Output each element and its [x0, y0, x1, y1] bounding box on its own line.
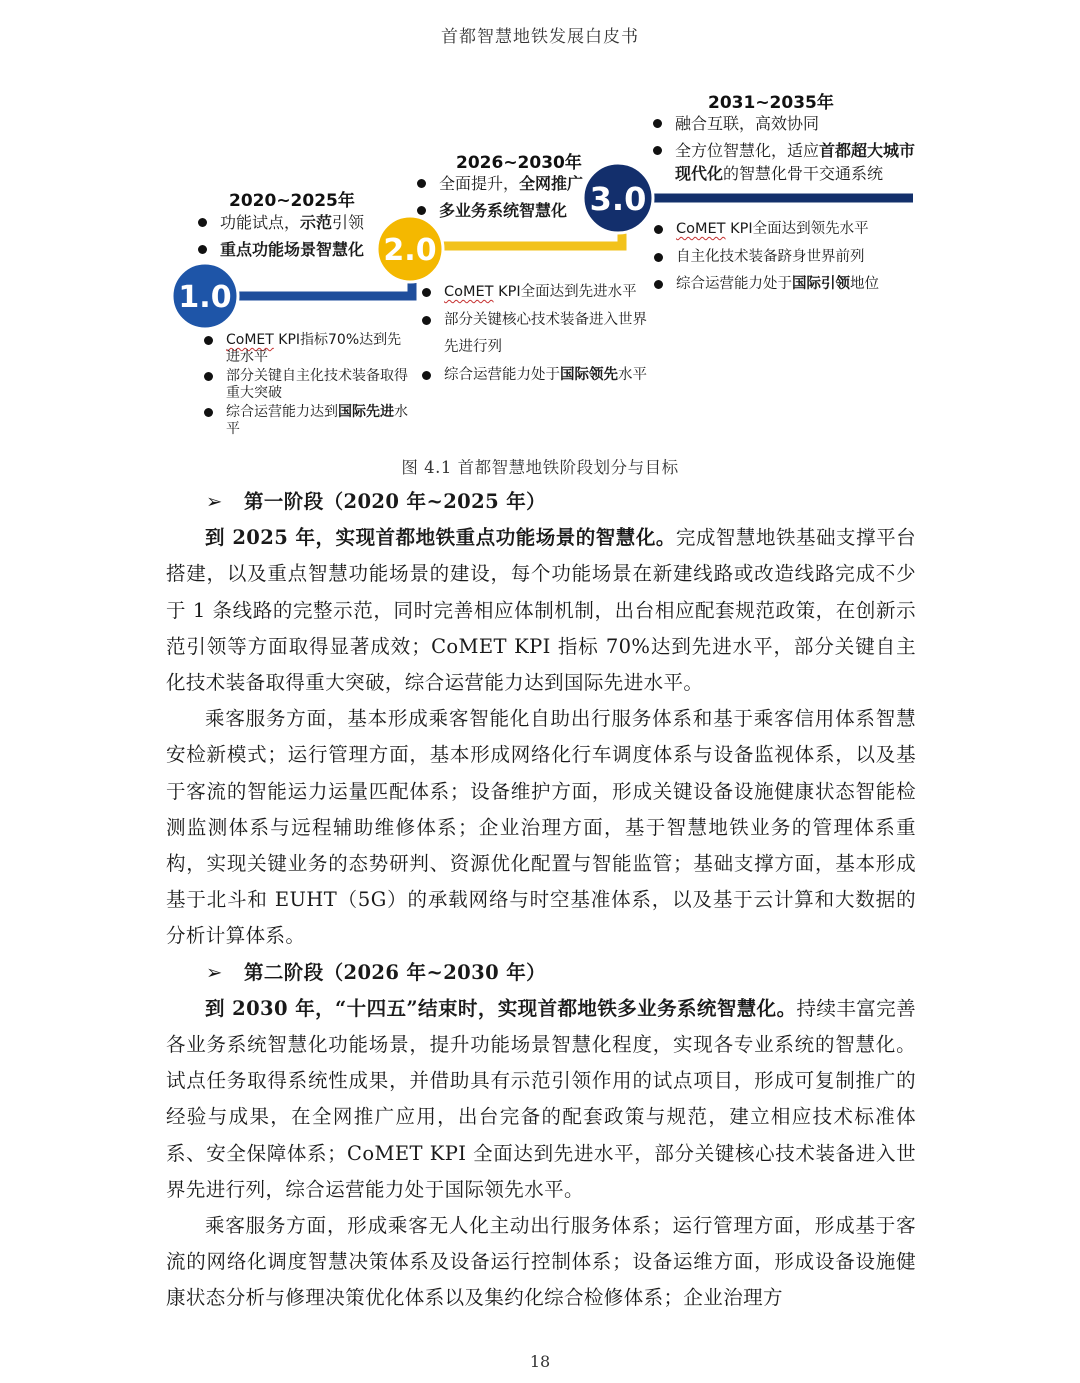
arrow-bullet-icon: ➢: [206, 490, 223, 513]
body-text: [166, 484, 916, 1317]
stage-1-targets: [202, 332, 412, 440]
paragraph: 到 2030 年，“十四五”结束时，实现首都地铁多业务系统智慧化。持续丰富完善各业务系统智慧化功能场景，提升功能场景智慧化程度，实现各专业系统的智慧化。试点任务取得系统性成果，并借助具有示范引领作用的试点项目，形成可复制推广的经验与成果，在全网推广应用，出台完备的配套政策与规范，建立相应技术标准体系、安全保障体系；CoMET KPI 全面达到先进水平，部分关键核心技术装备进入世界先进行列，综合运营能力处于国际领先水平。: [166, 996, 917, 1201]
stage-2-target: CoMET KPI全面达到先进水平: [420, 279, 660, 307]
paragraph: 乘客服务方面，形成乘客无人化主动出行服务体系；运行管理方面，形成基于客流的网络化调度智慧决策体系及设备运行控制体系；设备运维方面，形成设备设施健康状态分析与修理决策优化体系以及集约化综合检修体系；企业治理方: [166, 1214, 916, 1310]
stage-3-goal: 融合互联，高效协同: [651, 110, 926, 137]
stage-3-goal: 全方位智慧化，适应首都超大城市现代化的智慧化骨干交通系统: [651, 137, 926, 185]
stage-diagram: [0, 0, 1080, 450]
stage-2-badge-label: 2.0: [383, 233, 437, 268]
stage-2-goal: 全面提升，全网推广: [415, 170, 583, 197]
stage-1-target: 综合运营能力达到国际先进水平: [202, 404, 412, 438]
stage-3-goals: [651, 110, 926, 185]
stage-2-goal: 多业务系统智慧化: [415, 197, 583, 224]
section-heading: ➢ 第一阶段（2020 年~2025 年）: [166, 484, 916, 520]
stage-1-goal: 重点功能场景智慧化: [196, 236, 364, 263]
stage-3-target: 自主化技术装备跻身世界前列: [652, 244, 879, 272]
stage-1-target: CoMET KPI指标70%达到先进水平: [202, 332, 412, 366]
figure-caption: 图 4.1 首都智慧地铁阶段划分与目标: [401, 458, 679, 477]
arrow-bullet-icon: ➢: [206, 960, 223, 984]
stage-3-targets: [652, 216, 879, 299]
stage-1-goals: [196, 209, 364, 263]
stage-3-period: 2031~2035年: [708, 93, 834, 113]
stage-2-goals: [415, 170, 583, 224]
stage-1-goal: 功能试点，示范引领: [196, 209, 364, 236]
page-number: 18: [529, 1352, 551, 1371]
stage-2-period: 2026~2030年: [456, 153, 582, 173]
stage-1-period: 2020~2025年: [229, 191, 355, 211]
stage-1-badge-label: 1.0: [178, 280, 232, 315]
paragraph: 乘客服务方面，基本形成乘客智能化自助出行服务体系和基于乘客信用体系智慧安检新模式；运行管理方面，基本形成网络化行车调度体系与设备监视体系，以及基于客流的智能运力运量匹配体系；设备维护方面，形成关键设备设施健康状态智能检测监测体系与远程辅助维修体系；企业治理方面，基于智慧地铁业务的管理体系重构，实现关键业务的态势研判、资源优化配置与智能监管；基础支撑方面，基本形成基于北斗和 EUHT（5G）的承载网络与时空基准体系，以及基于云计算和大数据的分析计算体系。: [166, 707, 916, 948]
stage-1-target: 部分关键自主化技术装备取得重大突破: [202, 368, 412, 402]
paragraph: 到 2025 年，实现首都地铁重点功能场景的智慧化。完成智慧地铁基础支撑平台搭建，以及重点智慧功能场景的建设，每个功能场景在新建线路或改造线路完成不少于 1 条线路的完整示范，同时完善相应体制机制，出台相应配套规范政策，在创新示范引领等方面取得显著成效；CoMET KPI 指标 70%达到先进水平，部分关键自主化技术装备取得重大突破，综合运营能力达到国际先进水平。: [166, 526, 916, 695]
stage-3-badge-label: 3.0: [589, 180, 647, 218]
stage-3-target: CoMET KPI全面达到领先水平: [652, 216, 879, 244]
stage-2-target: 部分关键核心技术装备进入世界先进行列: [420, 307, 660, 362]
stage-2-target: 综合运营能力处于国际领先水平: [420, 362, 660, 390]
stage-2-targets: [420, 279, 660, 389]
section-heading: ➢ 第二阶段（2026 年~2030 年）: [166, 955, 916, 991]
running-header: 首都智慧地铁发展白皮书: [441, 27, 639, 47]
stage-3-target: 综合运营能力处于国际引领地位: [652, 271, 879, 299]
